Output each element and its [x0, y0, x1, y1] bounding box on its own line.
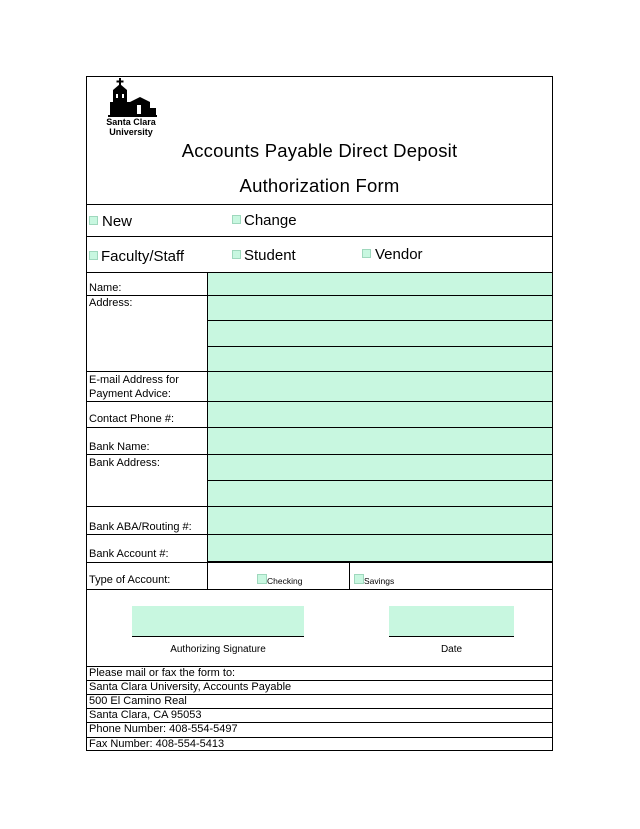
bank-account-input[interactable] [208, 535, 552, 562]
page-subtitle: Authorization Form [239, 175, 400, 196]
faculty-staff-checkbox[interactable] [89, 251, 98, 260]
address-input-line2[interactable] [208, 321, 552, 347]
divider [86, 401, 207, 402]
student-label: Student [244, 247, 296, 264]
vendor-label: Vendor [375, 246, 423, 263]
vendor-checkbox[interactable] [362, 249, 371, 258]
logo-line2: University [109, 127, 153, 137]
email-label-line1: E-mail Address for [89, 374, 179, 386]
divider [86, 534, 207, 535]
savings-checkbox[interactable] [354, 574, 364, 584]
change-label: Change [244, 212, 297, 229]
address-label: Address: [89, 297, 133, 309]
bank-routing-label: Bank ABA/Routing #: [89, 521, 192, 533]
mail-line2: 500 El Camino Real [89, 695, 187, 707]
divider [349, 562, 350, 589]
date-line [389, 636, 514, 637]
divider [86, 236, 553, 237]
mail-line3: Santa Clara, CA 95053 [89, 709, 202, 721]
checking-checkbox[interactable] [257, 574, 267, 584]
bank-address-label: Bank Address: [89, 457, 160, 469]
date-input[interactable] [389, 606, 514, 636]
checking-label: Checking [267, 576, 303, 586]
divider [86, 589, 553, 590]
logo-line1: Santa Clara [106, 117, 156, 127]
signature-label: Authorizing Signature [170, 644, 266, 655]
name-input[interactable] [208, 273, 552, 296]
contact-phone-input[interactable] [208, 402, 552, 428]
new-label: New [102, 213, 133, 230]
divider [86, 506, 207, 507]
bank-address-input-line2[interactable] [208, 481, 552, 507]
name-label: Name: [89, 282, 122, 294]
email-input[interactable] [208, 372, 552, 402]
mission-church-icon [103, 78, 159, 118]
divider [86, 427, 207, 428]
divider [86, 295, 207, 296]
signature-line [132, 636, 304, 637]
signature-input[interactable] [132, 606, 304, 636]
savings-label: Savings [364, 576, 395, 586]
bank-name-label: Bank Name: [89, 441, 150, 453]
divider [86, 562, 553, 563]
divider [86, 204, 553, 205]
contact-phone-label: Contact Phone #: [89, 413, 175, 425]
email-label-line2: Payment Advice: [89, 388, 171, 400]
change-checkbox[interactable] [232, 215, 241, 224]
address-input-line3[interactable] [208, 347, 552, 372]
bank-address-input-line1[interactable] [208, 455, 552, 481]
page-title: Accounts Payable Direct Deposit [181, 140, 458, 161]
bank-routing-input[interactable] [208, 507, 552, 535]
student-checkbox[interactable] [232, 250, 241, 259]
divider [86, 454, 207, 455]
university-logo [103, 78, 159, 138]
account-type-label: Type of Account: [89, 574, 171, 586]
fax-number: Fax Number: 408-554-5413 [89, 738, 225, 750]
faculty-staff-label: Faculty/Staff [101, 248, 185, 265]
bank-name-input[interactable] [208, 428, 552, 455]
mail-line1: Santa Clara University, Accounts Payable [89, 681, 292, 693]
bank-account-label: Bank Account #: [89, 548, 169, 560]
date-label: Date [440, 644, 463, 655]
address-input-line1[interactable] [208, 296, 552, 321]
new-checkbox[interactable] [89, 216, 98, 225]
divider [86, 371, 207, 372]
phone-number: Phone Number: 408-554-5497 [89, 723, 238, 735]
mail-heading: Please mail or fax the form to: [89, 667, 236, 679]
